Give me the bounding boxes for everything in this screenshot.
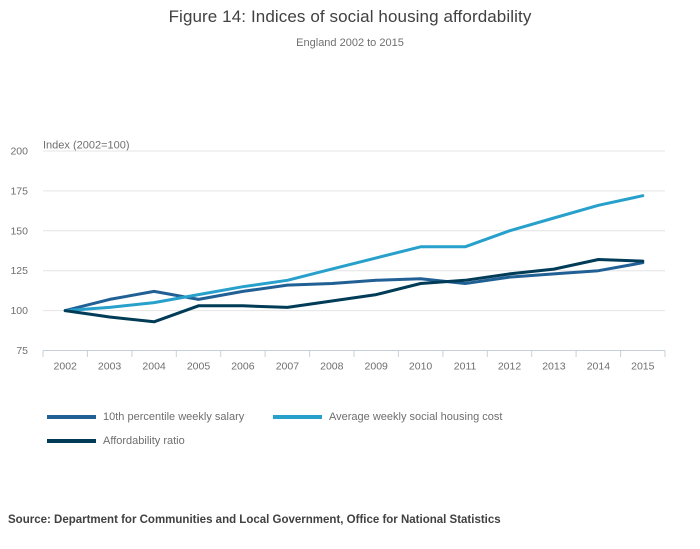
legend-swatch-affordability-ratio [47, 439, 96, 443]
x-tick-label-2006: 2006 [231, 360, 255, 373]
x-tick-label-2008: 2008 [320, 360, 344, 373]
series-line-housing-cost [65, 196, 643, 311]
chart-subtitle: England 2002 to 2015 [296, 37, 404, 49]
y-tick-label-200: 200 [10, 145, 28, 158]
legend-item-affordability-ratio [47, 434, 185, 448]
legend-swatch-housing-cost [273, 415, 322, 419]
x-tick-label-2013: 2013 [542, 360, 566, 373]
plot-area [0, 130, 700, 385]
y-axis-title: Index (2002=100) [43, 139, 130, 152]
x-tick-label-2002: 2002 [53, 360, 77, 373]
legend-item-salary [47, 410, 244, 424]
legend-item-housing-cost [273, 410, 502, 424]
chart-title: Figure 14: Indices of social housing affordability [168, 7, 532, 26]
legend-swatch-salary [47, 415, 96, 419]
y-tick-label-175: 175 [10, 185, 28, 198]
x-tick-label-2005: 2005 [186, 360, 211, 373]
x-tick-label-2011: 2011 [453, 360, 477, 373]
source-note: Source: Department for Communities and Local Government, Office for National Statistics [8, 514, 501, 526]
x-tick-label-2014: 2014 [586, 360, 611, 373]
x-tick-label-2004: 2004 [142, 360, 166, 373]
x-tick-label-2010: 2010 [408, 360, 433, 373]
x-tick-label-2007: 2007 [275, 360, 300, 373]
x-tick-label-2009: 2009 [364, 360, 388, 373]
x-tick-label-2003: 2003 [97, 360, 122, 373]
y-tick-label-125: 125 [10, 265, 28, 278]
y-tick-label-75: 75 [16, 345, 28, 357]
x-tick-label-2015: 2015 [631, 360, 655, 373]
y-tick-label-100: 100 [10, 305, 28, 318]
legend-label-salary: 10th percentile weekly salary [103, 411, 245, 423]
legend-label-housing-cost: Average weekly social housing cost [329, 411, 503, 423]
y-tick-label-150: 150 [10, 225, 28, 238]
x-tick-label-2012: 2012 [497, 360, 522, 373]
legend-label-affordability-ratio: Affordability ratio [103, 435, 185, 447]
